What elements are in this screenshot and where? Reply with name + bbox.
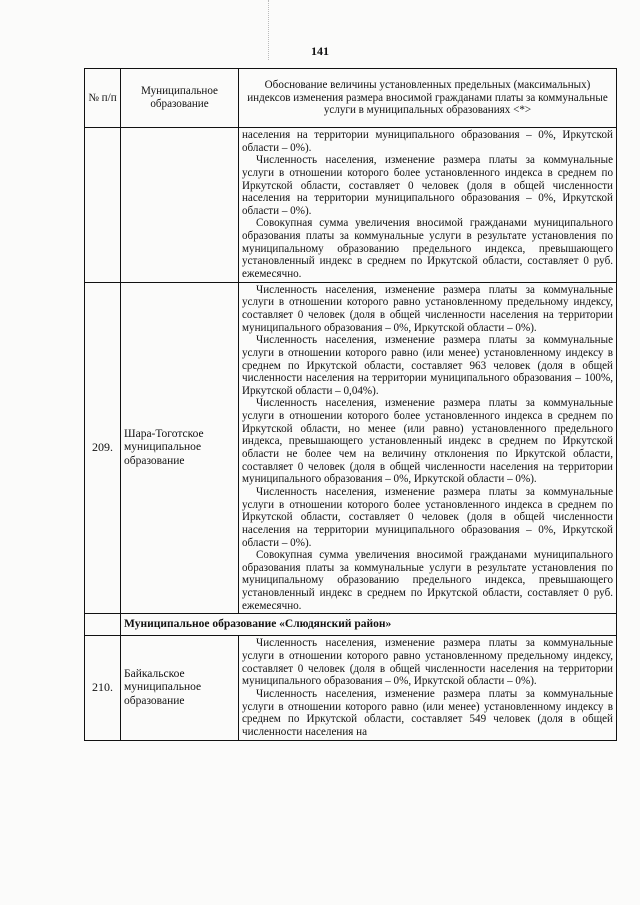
page-number: 141 [311,44,329,58]
row-number: 209. [85,282,121,614]
paragraph: населения на территории муниципального образования – 0%, Иркутской области – 0%). [242,129,613,154]
justification-cell [239,128,617,283]
row-number [85,128,121,283]
paragraph: Численность населения, изменение размера платы за коммунальные услуги в отношении которого равно (или менее) установленному индексу в среднем по Иркутской области, составляет 963 человек (доля в общей численности населения на территории муниципального образования – 100%, Иркутской области – 0,04%). [242,334,613,397]
header-number: № п/п [85,69,121,128]
table-row [85,282,617,614]
paragraph: Совокупная сумма увеличения вносимой гражданами муниципального образования платы за коммунальные услуги в результате установления по муниципальному образованию предельного индекса, превышающего установленный индекс в среднем по Иркутской области, составляет 0 руб. ежемесячно. [242,549,613,612]
paragraph: Численность населения, изменение размера платы за коммунальные услуги в отношении которого более установленного индекса в среднем по Иркутской области, составляет 0 человек (доля в общей численности населения на территории муниципального образования – 0%, Иркутской области – 0%). [242,485,613,549]
section-title: Муниципальное образование «Слюдянский район» [121,614,617,636]
paragraph: Численность населения, изменение размера платы за коммунальные услуги в отношении которого равно установленному предельному индексу, составляет 0 человек (доля в общей численности населения на территории муниципального образования – 0%, Иркутской области – 0%). [242,283,613,334]
paragraph: Численность населения, изменение размера платы за коммунальные услуги в отношении которого равно (или менее) установленному индексу в среднем по Иркутской области, составляет 549 человек (доля в общей численности населения на [242,688,613,738]
header-justification: Обоснование величины установленных предельных (максимальных) индексов изменения размера вносимой гражданами платы за коммунальные услуги в муниципальных образованиях <*> [239,69,617,128]
paragraph: Совокупная сумма увеличения вносимой гражданами муниципального образования платы за коммунальные услуги в результате установления по муниципальному образованию предельного индекса, превышающего установленный индекс в среднем по Иркутской области, составляет 0 руб. ежемесячно. [242,217,613,281]
municipality-name: Байкальское муниципальное образование [121,636,239,740]
table-header-row [85,69,617,128]
section-row [85,614,617,636]
paragraph: Численность населения, изменение размера платы за коммунальные услуги в отношении которого равно установленному предельному индексу, составляет 0 человек (доля в общей численности населения на территории муниципального образования – 0%, Иркутской области – 0%). [242,637,613,688]
table-row [85,636,617,740]
header-municipality: Муниципальное образование [121,69,239,128]
municipality-name: Шара-Тоготское муниципальное образование [121,282,239,614]
justification-cell [239,636,617,740]
paragraph: Численность населения, изменение размера платы за коммунальные услуги в отношении которого более установленного индекса в среднем по Иркутской области, но менее (или равно) установленного предельного индекса, превышающего установленный индекс в среднем по Иркутской области не более чем на величину отклонения по Иркутской области, составляет 0 человек (доля в общей численности населения на территории муниципального образования – 0%, Иркутской области – 0%). [242,397,613,486]
justification-cell [239,282,617,614]
row-number: 210. [85,636,121,740]
section-spacer [85,614,121,636]
municipality-name [121,128,239,283]
justification-table [84,68,617,741]
paragraph: Численность населения, изменение размера платы за коммунальные услуги в отношении которого более установленного индекса в среднем по Иркутской области, составляет 0 человек (доля в общей численности населения на территории муниципального образования – 0%, Иркутской области – 0%). [242,154,613,217]
table-row [85,128,617,283]
